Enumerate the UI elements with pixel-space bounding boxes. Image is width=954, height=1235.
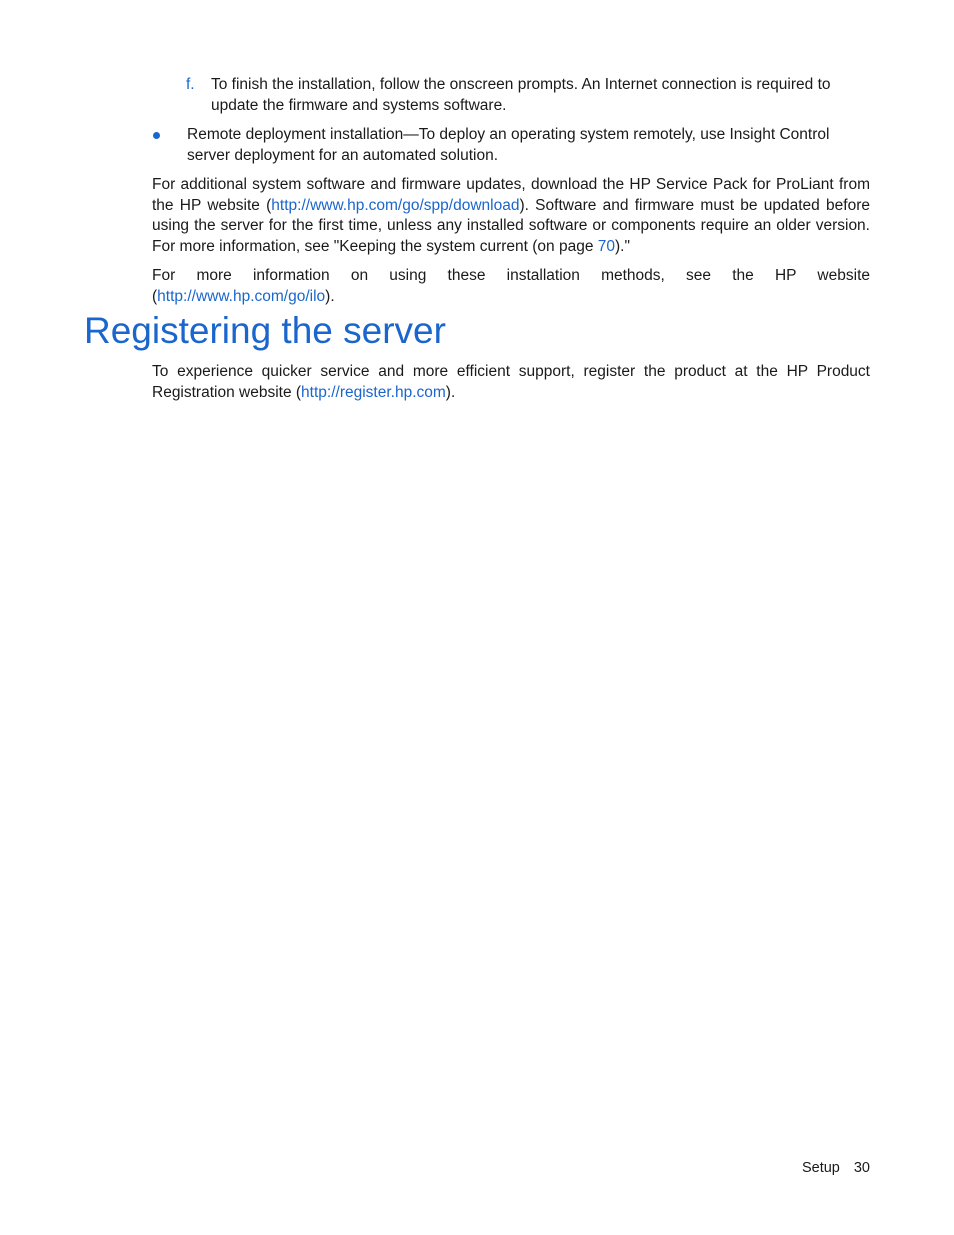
page-70-link[interactable]: 70 [597,237,615,255]
page-number: 30 [853,1160,870,1176]
paragraph-register [152,362,870,403]
step-marker: f. [186,76,195,93]
step-text: To finish the installation, follow the onscreen prompts. An Internet connection is required to update the firmware and systems software. [211,76,831,114]
footer-section: Setup [801,1160,840,1176]
spp-download-link[interactable]: http://www.hp.com/go/spp/download [271,196,520,214]
paragraph-ilo [152,266,870,307]
paragraph-text: For more information on using these installation methods, see the HP website ( [152,267,870,305]
bullet-dot-icon [152,125,187,166]
paragraph-text: ). Software and firmware must be updated before using the server for the first time, unless any installed software or components require an older version. For more information, see "Keeping the system current (on page [152,196,870,255]
bullet-text: Remote deployment installation—To deploy an operating system remotely, use Insight Control server deployment for an automated solution. [187,126,830,164]
paragraph-text: ). [325,287,335,305]
paragraph-text: To experience quicker service and more efficient support, register the product at the HP Product Registration website ( [152,363,870,401]
paragraph-text: ). [445,383,456,401]
paragraph-updates [152,175,870,257]
register-link[interactable]: http://register.hp.com [301,383,446,401]
ilo-link[interactable]: http://www.hp.com/go/ilo [157,287,326,305]
bullet-remote-deployment [152,125,870,166]
step-f [186,75,876,116]
paragraph-text: For additional system software and firmware updates, download the HP Service Pack for ProLiant from the HP website ( [152,176,870,214]
page-footer [802,1158,870,1179]
paragraph-text: )." [615,237,630,255]
section-heading: Registering the server [84,310,446,351]
